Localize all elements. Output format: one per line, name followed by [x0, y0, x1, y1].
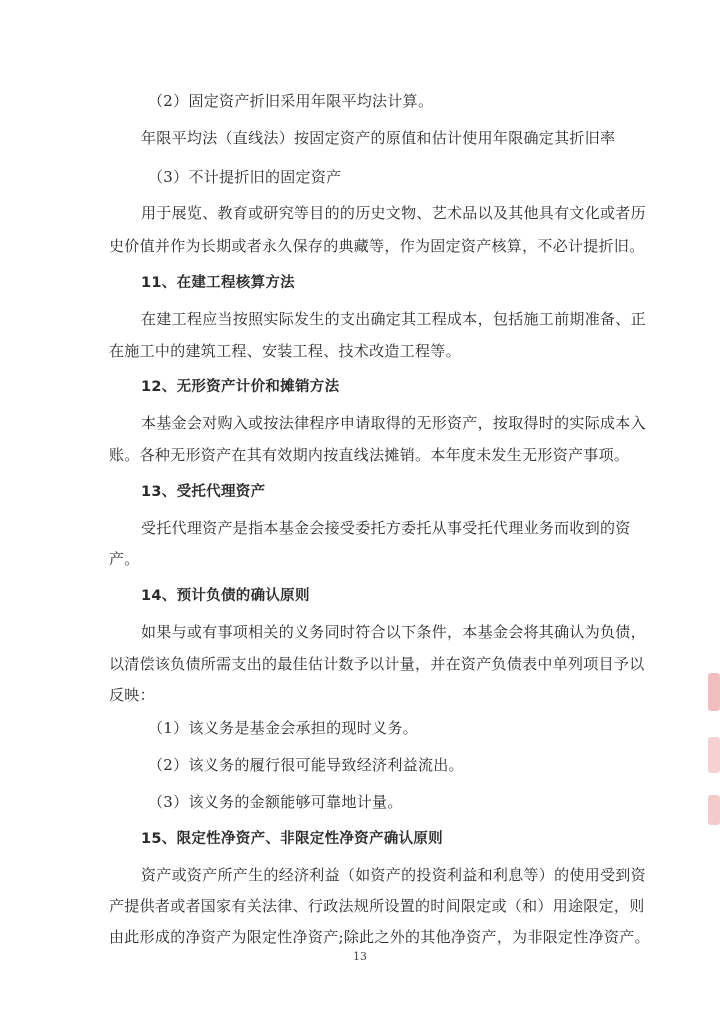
section-heading: 13、受托代理资产 [141, 484, 266, 500]
text-line: 账。各种无形资产在其有效期内按直线法摊销。本年度未发生无形资产事项。 [109, 446, 630, 464]
section-heading: 15、限定性净资产、非限定性净资产确认原则 [141, 831, 443, 847]
text-line: 由此形成的净资产为限定性净资产;除此之外的其他净资产，为非限定性净资产。 [109, 928, 650, 946]
text-line: 史价值并作为长期或者永久保存的典藏等，作为固定资产核算，不必计提折旧。 [109, 237, 645, 255]
seal-fragment [708, 737, 720, 773]
text-line: 产。 [109, 550, 140, 568]
text-line: （2）该义务的履行很可能导致经济利益流出。 [148, 756, 464, 774]
text-line: （3）该义务的金额能够可靠地计量。 [148, 793, 403, 811]
text-line: 在施工中的建筑工程、安装工程、技术改造工程等。 [109, 342, 461, 360]
text-line: 受托代理资产是指本基金会接受委托方委托从事受托代理业务而收到的资 [141, 519, 631, 537]
text-line: 年限平均法（直线法）按固定资产的原值和估计使用年限确定其折旧率 [141, 129, 616, 147]
text-line: 本基金会对购入或按法律程序申请取得的无形资产，按取得时的实际成本入 [141, 414, 646, 432]
section-heading: 11、在建工程核算方法 [141, 275, 295, 291]
section-heading: 12、无形资产计价和摊销方法 [141, 379, 340, 395]
text-line: 产提供者或者国家有关法律、行政法规所设置的时间限定或（和）用途限定，则 [109, 897, 645, 915]
text-line: 以清偿该负债所需支出的最佳估计数予以计量，并在资产负债表中单列项目予以 [109, 655, 645, 673]
page-number: 13 [353, 950, 367, 963]
text-line: 如果与或有事项相关的义务同时符合以下条件，本基金会将其确认为负债， [141, 623, 646, 641]
text-line: （3）不计提折旧的固定资产 [148, 168, 342, 186]
section-heading: 14、预计负债的确认原则 [141, 588, 310, 604]
text-line: 用于展览、教育或研究等目的的历史文物、艺术品以及其他具有文化或者历 [141, 204, 646, 222]
text-line: （2）固定资产折旧采用年限平均法计算。 [148, 92, 434, 110]
seal-fragment [708, 673, 720, 711]
text-line: 资产或资产所产生的经济利益（如资产的投资利益和利息等）的使用受到资 [141, 866, 646, 884]
seal-fragment [708, 795, 720, 825]
text-line: 反映： [109, 686, 155, 704]
text-line: 在建工程应当按照实际发生的支出确定其工程成本，包括施工前期准备、正 [141, 310, 646, 328]
text-line: （1）该义务是基金会承担的现时义务。 [148, 719, 418, 737]
